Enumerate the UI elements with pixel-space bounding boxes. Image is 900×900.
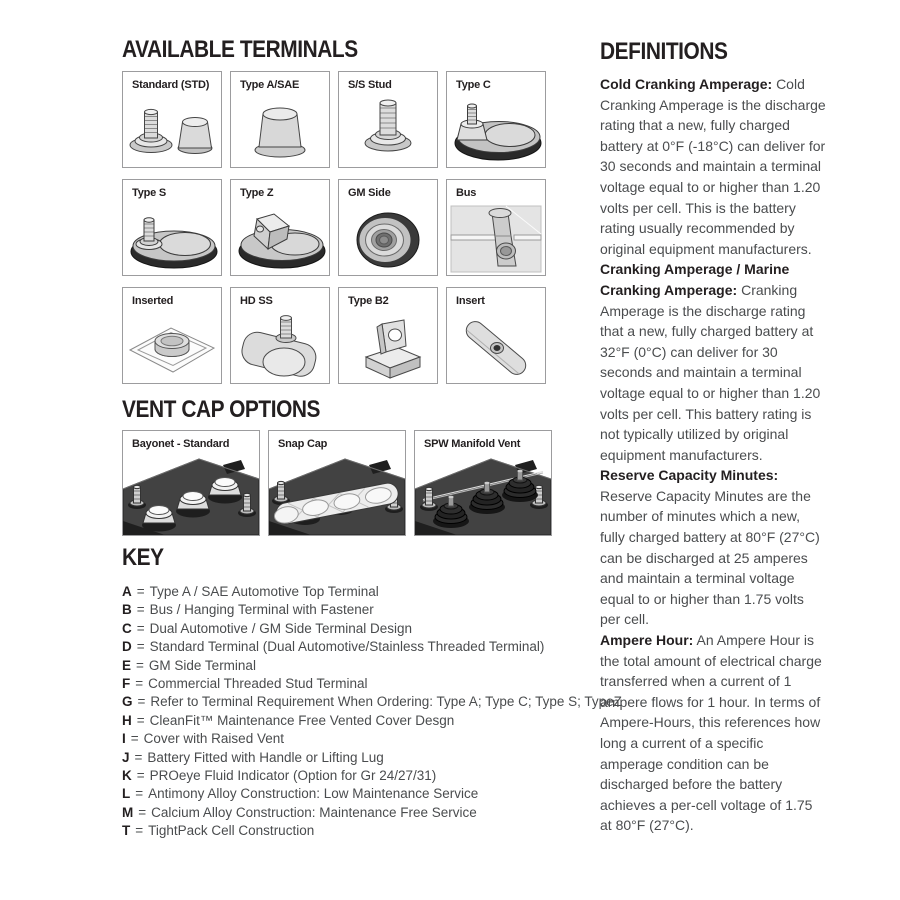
available-terminals-heading: AVAILABLE TERMINALS	[122, 36, 358, 63]
key-separator: =	[136, 602, 145, 618]
terminal-card-ss-stud	[338, 71, 438, 168]
definition-term: Cranking Amperage / Marine Cranking Amperage:	[600, 261, 790, 298]
key-separator: =	[135, 823, 144, 839]
key-text: Refer to Terminal Requirement When Ordering: Type A; Type C; Type S; TypeZ	[150, 694, 622, 710]
terminal-card-gm-side	[338, 179, 438, 276]
key-item	[122, 675, 572, 693]
definition-item	[600, 74, 828, 259]
key-item	[122, 620, 572, 638]
key-separator: =	[136, 712, 145, 728]
key-letter: H	[122, 712, 132, 728]
key-text: Battery Fitted with Handle or Lifting Lug	[147, 749, 384, 765]
type-s-terminal-art	[124, 204, 220, 274]
snap-cap-vent-art	[269, 453, 405, 535]
key-text: Commercial Threaded Stud Terminal	[148, 676, 368, 692]
terminal-label: Type Z	[240, 187, 274, 199]
definitions-body	[600, 74, 828, 836]
terminal-card-standard-std	[122, 71, 222, 168]
key-letter: G	[122, 694, 133, 710]
terminal-label: Insert	[456, 295, 485, 307]
key-letter: I	[122, 731, 126, 747]
key-separator: =	[138, 804, 147, 820]
key-separator: =	[137, 694, 146, 710]
key-item	[122, 730, 572, 748]
key-separator: =	[136, 584, 145, 599]
key-separator: =	[136, 620, 145, 636]
key-separator: =	[136, 657, 144, 673]
type-b2-terminal-art	[340, 312, 436, 382]
bayonet-standard-vent-art	[123, 453, 259, 535]
terminal-label: Type C	[456, 79, 491, 91]
key-text: Dual Automotive / GM Side Terminal Design	[149, 620, 413, 636]
bus-terminal-art	[448, 204, 544, 274]
terminal-grid	[122, 71, 546, 384]
terminal-card-type-a-sae	[230, 71, 330, 168]
hd-ss-terminal-art	[232, 312, 328, 382]
definition-text: Reserve Capacity Minutes are the number of minutes which a new, fully charged battery at 80°F (27°C) can be discharged at 25 amperes and maintain a terminal voltage equal to or higher than 1.75 volts per cell.	[600, 487, 820, 628]
key-separator: =	[134, 749, 143, 765]
key-item	[122, 749, 572, 767]
key-item	[122, 583, 572, 601]
key-text: Bus / Hanging Terminal with Fastener	[149, 602, 374, 618]
key-letter: T	[122, 823, 131, 839]
key-letter: B	[122, 602, 132, 618]
terminal-label: Type A/SAE	[240, 79, 300, 91]
definition-text: Cold Cranking Amperage is the discharge rating that a new, fully charged battery at 0°F (-18°C) can deliver for 30 seconds and maintain a terminal voltage equal to or higher than 1.20 volts per cell. This is the battery rating usually recommended by original equipment manufacturers.	[600, 76, 826, 257]
key-letter: C	[122, 620, 132, 636]
terminal-label: GM Side	[348, 187, 391, 199]
terminal-card-type-b2	[338, 287, 438, 384]
terminal-card-hd-ss	[230, 287, 330, 384]
terminal-card-insert	[446, 287, 546, 384]
key-text: Antimony Alloy Construction: Low Maintenance Service	[148, 786, 479, 802]
key-letter: M	[122, 804, 134, 820]
key-text: CleanFit™ Maintenance Free Vented Cover Desgn	[149, 712, 455, 728]
terminal-card-bus	[446, 179, 546, 276]
vent-cap-options-heading: VENT CAP OPTIONS	[122, 396, 321, 423]
vent-label: Snap Cap	[278, 438, 328, 450]
terminal-label: S/S Stud	[348, 79, 392, 91]
type-z-terminal-art	[232, 204, 328, 274]
key-text: Calcium Alloy Construction: Maintenance Free Service	[151, 804, 477, 820]
insert-terminal-art	[448, 312, 544, 382]
key-item	[122, 638, 572, 656]
key-letter: K	[122, 768, 132, 784]
key-item	[122, 822, 572, 840]
key-separator: =	[136, 639, 145, 655]
key-item	[122, 785, 572, 803]
terminal-label: Type S	[132, 187, 167, 199]
key-text: Type A / SAE Automotive Top Terminal	[149, 584, 379, 599]
terminal-card-inserted	[122, 287, 222, 384]
definition-term: Cold Cranking Amperage:	[600, 76, 773, 92]
definition-term: Reserve Capacity Minutes:	[600, 467, 779, 484]
key-item	[122, 767, 572, 785]
terminal-label: Standard (STD)	[132, 79, 210, 91]
terminal-card-type-s	[122, 179, 222, 276]
vent-label: SPW Manifold Vent	[424, 438, 521, 450]
key-heading: KEY	[122, 544, 164, 571]
definition-item	[600, 630, 828, 836]
key-item	[122, 693, 622, 711]
type-a-sae-terminal-art	[232, 96, 328, 166]
key-text: PROeye Fluid Indicator (Option for Gr 24/27/31)	[149, 768, 437, 784]
key-item	[122, 712, 572, 730]
definition-item	[600, 259, 828, 465]
terminal-card-type-z	[230, 179, 330, 276]
definition-text: An Ampere Hour is the total amount of electrical charge transferred when a current of 1 ampere flows for 1 hour. In terms of Ampere-Hours, this references how long a current of a specific amperage condition can be discharged before the battery achieves a per-cell voltage of 1.75 at 80°F (27°C).	[600, 632, 822, 834]
terminal-card-type-c	[446, 71, 546, 168]
spw-manifold-vent-art	[415, 453, 551, 535]
key-item	[122, 601, 572, 619]
key-letter: L	[122, 786, 131, 802]
type-c-terminal-art	[448, 96, 544, 166]
key-separator: =	[135, 786, 144, 802]
key-list	[122, 583, 622, 841]
key-separator: =	[135, 676, 144, 692]
key-letter: E	[122, 657, 132, 673]
definition-text: Cranking Amperage is the discharge rating that a new, fully charged battery at 32°F (0°C) can deliver for 30 seconds and maintain a terminal voltage equal to or higher than 1.20 volts per cell. This battery rating is not typically utilized by original equipment manufacturers.	[600, 281, 821, 463]
gm-side-terminal-art	[340, 204, 436, 274]
key-letter: F	[122, 676, 131, 692]
ss-stud-terminal-art	[340, 96, 436, 166]
key-letter: A	[122, 584, 132, 599]
definition-term: Ampere Hour:	[600, 632, 694, 649]
key-text: Cover with Raised Vent	[143, 731, 284, 747]
vent-card-snap-cap	[268, 430, 406, 536]
key-letter: D	[122, 639, 132, 655]
vent-cap-grid	[122, 430, 552, 536]
key-separator: =	[130, 731, 139, 747]
key-separator: =	[136, 768, 145, 784]
definition-item	[600, 465, 828, 630]
key-letter: J	[122, 749, 130, 765]
inserted-terminal-art	[124, 312, 220, 382]
standard-std-terminal-art	[124, 96, 220, 166]
vent-card-spw-manifold	[414, 430, 552, 536]
terminal-label: Inserted	[132, 295, 174, 307]
key-item	[122, 657, 572, 675]
terminal-label: Bus	[456, 187, 477, 199]
vent-card-bayonet-standard	[122, 430, 260, 536]
key-text: TightPack Cell Construction	[148, 823, 315, 839]
vent-label: Bayonet - Standard	[132, 438, 230, 450]
terminal-label: Type B2	[348, 295, 389, 307]
terminal-label: HD SS	[240, 295, 273, 307]
key-item	[122, 804, 572, 822]
key-text: GM Side Terminal	[148, 657, 256, 673]
key-text: Standard Terminal (Dual Automotive/Stainless Threaded Terminal)	[149, 639, 545, 655]
definitions-heading: DEFINITIONS	[600, 38, 728, 65]
